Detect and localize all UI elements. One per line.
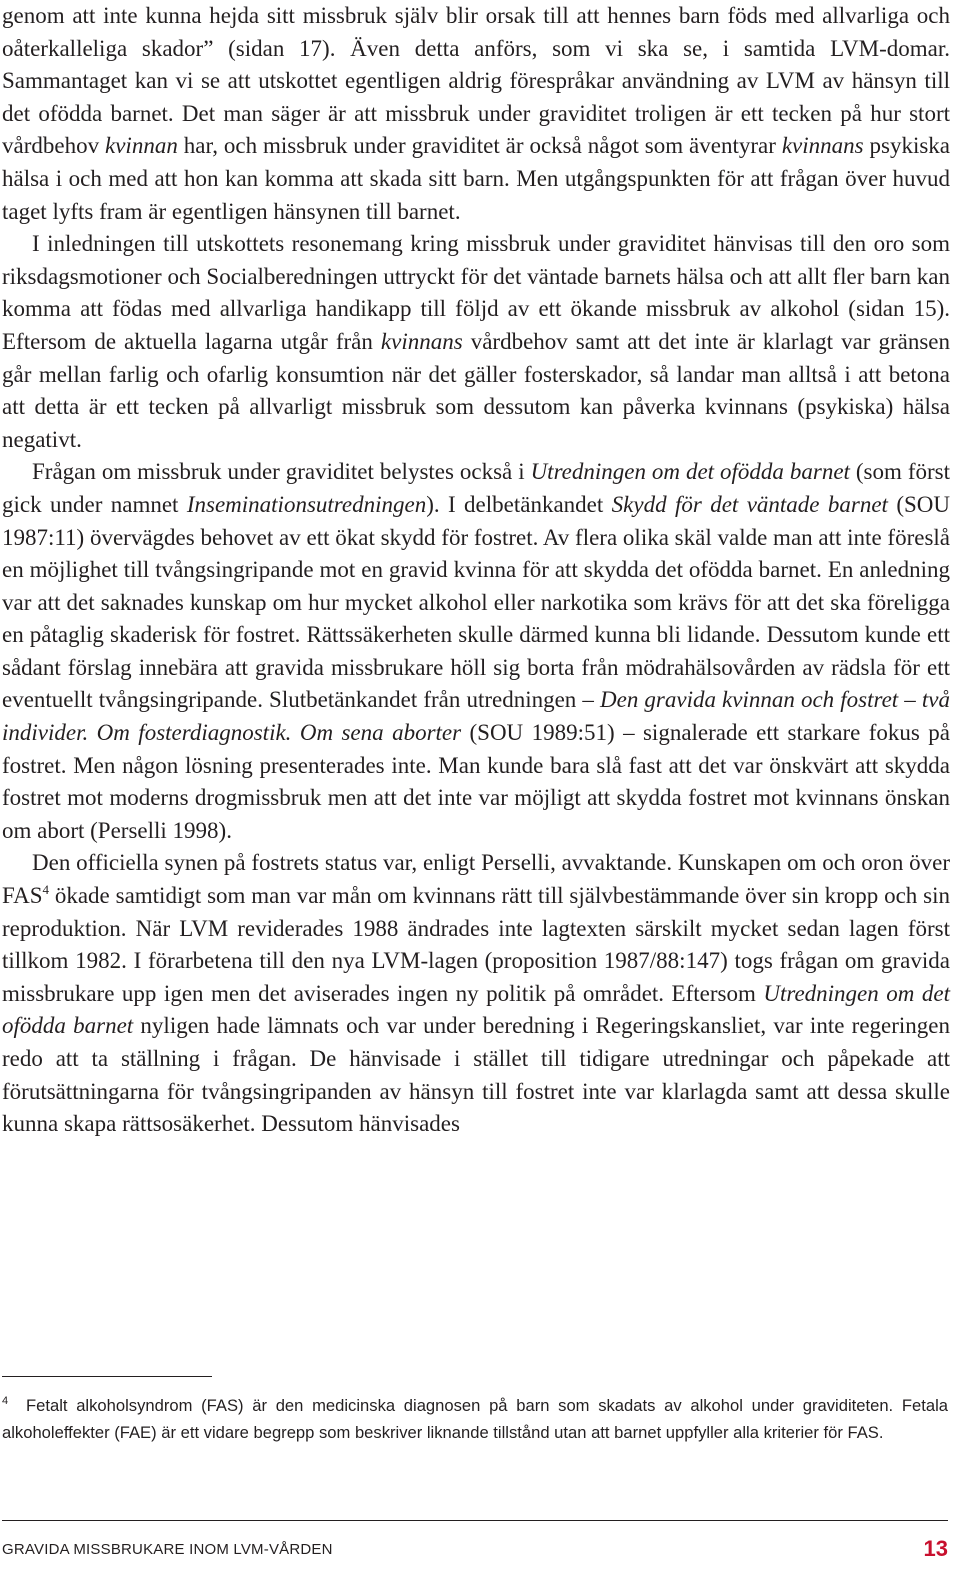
text-run: (som först gick under namnet bbox=[2, 459, 950, 517]
text-run: vårdbehov samt att det inte är klarlagt var gränsen går mellan farlig och ofarlig konsumtion när det gäller fosterskador, så landar man alltså i att betona att detta är ett tecken på allvarligt missbruk som dessutom kan påverka kvinnans (psykiska) hälsa negativt. bbox=[2, 328, 950, 452]
italic-title: Utredningen om det ofödda barnet bbox=[530, 459, 850, 485]
text-run: I inledningen till utskottets resonemang kring missbruk under graviditet hänvisas till den oro som riksdagsmotioner och Socialberedningen uttryckt för det väntade barnets hälsa och att allt fler barn kan komma att födas med allvarliga handikapp till följd av ett ökande missbruk av alkohol (sidan 15). Eftersom de aktuella lagarna utgår från bbox=[2, 231, 950, 354]
text-run: (SOU 1989:51) – signalerade ett starkare fokus på fostret. Men någon lösning presenterades inte. Man kunde bara slå fast att det var önskvärt att skydda fostret mot moderns drogmissbruk men att det inte var möjligt att skydda fostret mot kvinnans önskan om abort (Perselli 1998). bbox=[2, 720, 950, 843]
text-run: Den officiella synen på fostrets status var, enligt Perselli, avvaktande. Kunskapen om och oron över FAS bbox=[2, 850, 950, 909]
text-run: har, och missbruk under graviditet är också något som äventyrar bbox=[177, 133, 782, 159]
footnote-number: 4 bbox=[2, 1395, 9, 1407]
italic-term: kvinnans bbox=[781, 133, 864, 159]
text-run: nyligen hade lämnats och var under beredning i Regeringskansliet, var inte regeringen redo att ta ställning i frågan. De hänvisade i stället till tidigare utredningar och påpekade att förutsättningarna för tvångsingripanden av hänsyn till fostret inte var klarlagda samt att dessa skulle kunna skapa rättsosäkerhet. Dessutom hänvisades bbox=[2, 1013, 950, 1137]
paragraph-1 bbox=[2, 0, 950, 228]
paragraph-4 bbox=[2, 847, 950, 1140]
footnote-divider bbox=[2, 1376, 212, 1377]
page-number: 13 bbox=[923, 1536, 948, 1561]
italic-title: Skydd för det väntade barnet bbox=[611, 491, 888, 517]
body-text bbox=[2, 0, 950, 1141]
text-run: (SOU 1987:11) övervägdes behovet av ett ökat skydd för fostret. Av flera olika skäl valde man att inte föreslå en möjlighet till tvångsingripande mot en gravid kvinna för att skydda det ofödda barnet. En anledning var att det saknades kunskap om hur mycket alkohol eller narkotika som krävs för att det ska föreligga en påtaglig skaderisk för fostret. Rättssäkerheten skulle därmed kunna bli lidande. Dessutom kunde ett sådant förslag innebära att gravida missbrukare höll sig borta från mödrahälsovården av rädsla för ett eventuellt tvångsingripande. Slutbetänkandet från utredningen – bbox=[2, 491, 950, 713]
text-run: ökade samtidigt som man var mån om kvinnans rätt till självbestämmande över sin kropp och sin reproduktion. När LVM reviderades 1988 ändrades inte lagtexten särskilt mycket sedan lagen först tillkom 1982. I förarbetena till den nya LVM-lagen (proposition 1987/88:147) togs frågan om gravida missbrukare upp igen men det aviserades ingen ny politik på området. Eftersom bbox=[2, 883, 950, 1006]
text-run: psykiska hälsa i och med att hon kan komma att skada sitt barn. Men utgångspunkten för att frågan över huvud taget lyfts fram är egentligen hänsynen till barnet. bbox=[2, 133, 951, 224]
text-run: genom att inte kunna hejda sitt missbruk själv blir orsak till att hennes barn föds med allvarliga och oåterkalleliga skador” (sidan 17). Även detta anförs, som vi ska se, i samtida LVM-domar. Sammantaget kan vi se att utskottet egentligen aldrig förespråkar användning av LVM av hänsyn till det ofödda barnet. Det man säger är att missbruk under graviditet troligen är ett tecken på hur stort vårdbehov bbox=[2, 3, 950, 159]
paragraph-3 bbox=[2, 456, 950, 847]
text-run: Frågan om missbruk under graviditet belystes också i bbox=[32, 459, 531, 485]
running-title: GRAVIDA MISSBRUKARE INOM LVM-VÅRDEN bbox=[2, 1541, 333, 1558]
italic-term: kvinnan bbox=[105, 133, 178, 159]
footnote-reference: 4 bbox=[42, 882, 49, 898]
footer-divider bbox=[2, 1520, 948, 1521]
italic-title: Den gravida kvinnan och fostret – två individer. Om fosterdiagnostik. Om sena aborter bbox=[2, 687, 950, 746]
footnote bbox=[2, 1392, 948, 1446]
italic-title: Utredningen om det ofödda barnet bbox=[2, 980, 950, 1039]
italic-term: kvinnans bbox=[380, 328, 463, 354]
italic-title: Inseminationsutredningen bbox=[186, 491, 427, 517]
text-run: ). I delbetänkandet bbox=[426, 491, 612, 517]
footnote-text: Fetalt alkoholsyndrom (FAS) är den medicinska diagnosen på barn som skadats av alkohol under graviditeten. Fetala alkoholeffekter (FAE) är ett vidare begrepp som beskriver liknande tillstånd utan att barnet uppfyller alla kriterier för FAS. bbox=[2, 1396, 948, 1442]
paragraph-2 bbox=[2, 228, 950, 456]
